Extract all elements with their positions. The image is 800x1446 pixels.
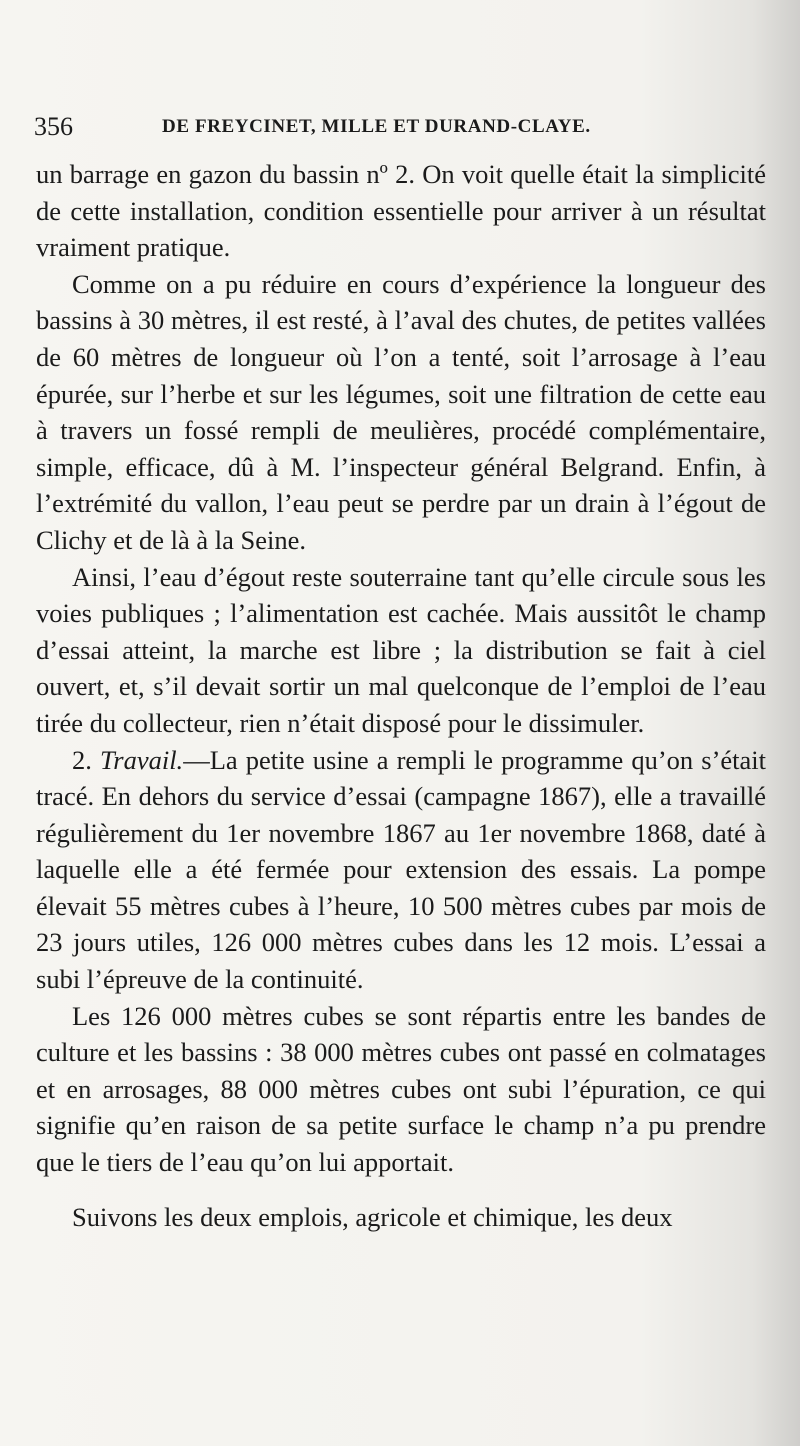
- section-heading: Travail.: [99, 744, 184, 775]
- paragraph-continuation: un barrage en gazon du bassin nº 2. On voit quelle était la simplicité de cette installation, condition essentielle pour arriver à un résultat vraiment pratique.: [36, 159, 766, 263]
- section-text: La petite usine a rempli le programme qu’on s’était tracé. En dehors du service d’essai (campagne 1867), elle a travaillé régulièrement du 1er novembre 1867 au 1er novembre 1868, daté à laquelle elle a été fermée pour extension des essais. La pompe élevait 55 mètres cubes à l’heure, 10 500 mètres cubes par mois de 23 jours utiles, 126 000 mètres cubes dans les 12 mois. L’essai a subi l’épreuve de la continuité.: [36, 744, 767, 995]
- paragraph-distribution: Les 126 000 mètres cubes se sont répartis entre les bandes de culture et les bassins : 38 000 mètres cubes ont passé en colmatages et en arrosages, 88 000 mètres cubes ont subi l’épuration, ce qui signifie qu’en raison de sa petite surface le champ n’a pu prendre que le tiers de l’eau qu’on lui apportait.: [36, 1000, 766, 1178]
- running-head: [34, 112, 634, 142]
- section-dash: —: [183, 744, 210, 775]
- paragraph-basins: Comme on a pu réduire en cours d’expérience la longueur des bassins à 30 mètres, il est resté, à l’aval des chutes, de petites vallées de 60 mètres de longueur où l’on a tenté, soit l’arrosage à l’eau épurée, sur l’herbe et sur les légumes, soit une filtration de cette eau à travers un fossé rempli de meulières, procédé complémentaire, simple, efficace, dû à M. l’inspecteur général Belgrand. Enfin, à l’extrémité du vallon, l’eau peut se perdre par un drain à l’égout de Clichy et de là à la Seine.: [36, 268, 766, 555]
- body-text: [36, 156, 766, 1235]
- running-title: DE FREYCINET, MILLE ET DURAND-CLAYE.: [162, 116, 591, 137]
- page-number: 356: [34, 112, 73, 141]
- paragraph-final: Suivons les deux emplois, agricole et chimique, les deux: [72, 1201, 673, 1232]
- section-number: 2.: [72, 744, 92, 775]
- paragraph-sewer-water: Ainsi, l’eau d’égout reste souterraine tant qu’elle circule sous les voies publiques ; l’alimentation est cachée. Mais aussitôt le champ d’essai atteint, la marche est libre ; la distribution se fait à ciel ouvert, et, s’il devait sortir un mal quelconque de l’emploi de l’eau tirée du collecteur, rien n’était disposé pour le dissimuler.: [36, 561, 766, 738]
- paragraph-travail: [36, 742, 766, 998]
